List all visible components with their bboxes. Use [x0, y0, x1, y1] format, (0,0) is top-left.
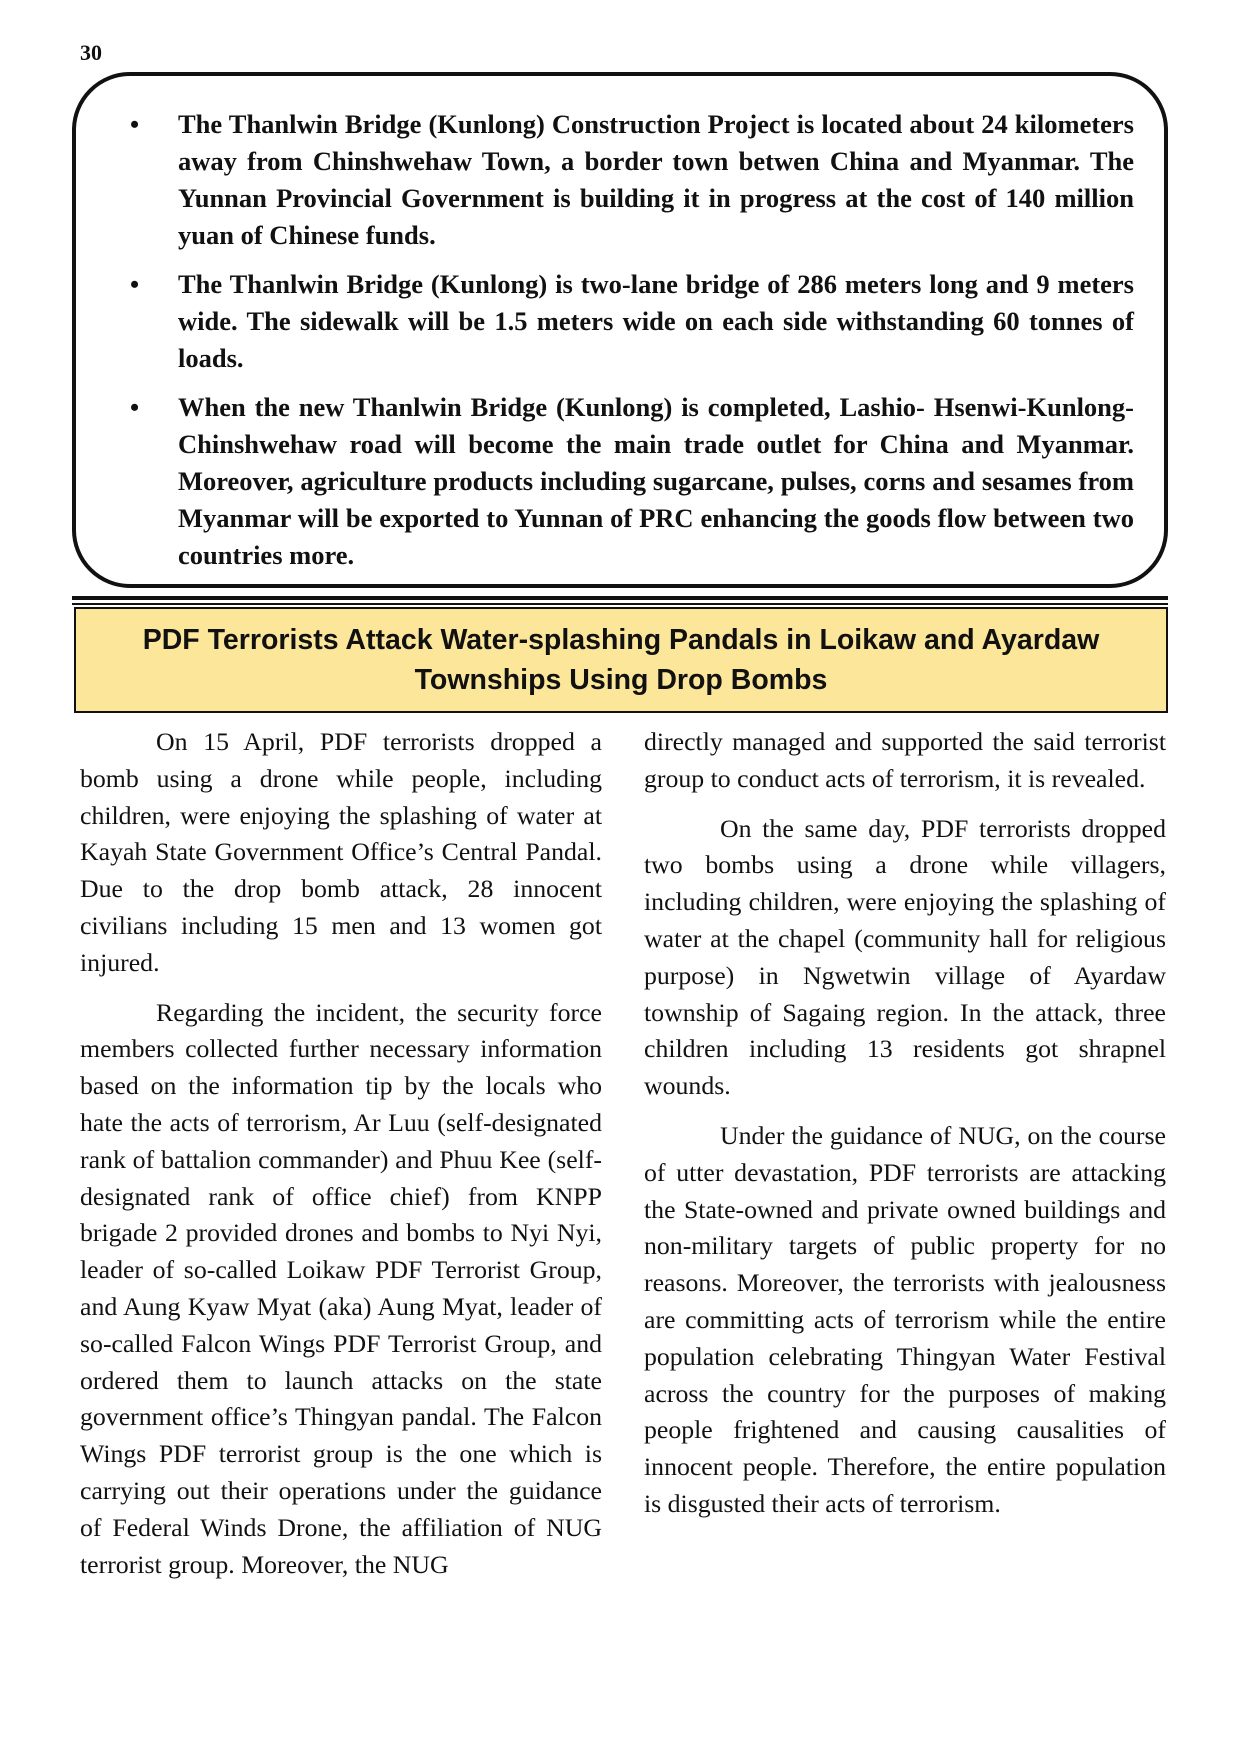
bullet-icon: •	[130, 110, 140, 139]
bullet-icon: •	[130, 393, 140, 422]
article-paragraph: Regarding the incident, the security force members collected further necessary information based on the information tip by the locals who hate the acts of terrorism, Ar Luu (self-designated rank of battalion commander) and Phuu Kee (self-designated rank of office chief) from KNPP brigade 2 provided drones and bombs to Nyi Nyi, leader of so-called Loikaw PDF Terrorist Group, and Aung Kyaw Myat (aka) Aung Myat, leader of so-called Falcon Wings PDF Terrorist Group, and ordered them to launch attacks on the state government office’s Thingyan pandal. The Falcon Wings PDF terrorist group is the one which is carrying out their operations under the guidance of Federal Winds Drone, the affiliation of NUG terrorist group. Moreover, the NUG	[80, 997, 602, 1579]
bullet-icon: •	[130, 270, 140, 299]
article-paragraph-continued: directly managed and supported the said terrorist group to conduct acts of terrorism, it is revealed.	[644, 727, 1166, 793]
bullet-text: The Thanlwin Bridge (Kunlong) is two-lane bridge of 286 meters long and 9 meters wide. The sidewalk will be 1.5 meters wide on each side withstanding 60 tonnes of loads.	[178, 269, 1134, 373]
article-paragraph: Under the guidance of NUG, on the course of utter devastation, PDF terrorists are attacking the State-owned and private owned buildings and non-military targets of public property for no reasons. Moreover, the terrorists with jealousness are committing acts of terrorism while the entire population celebrating Thingyan Water Festival across the country for the purposes of making people frightened and causing causalities of innocent people. Therefore, the entire population is disgusted their acts of terrorism.	[644, 1120, 1166, 1518]
page-number: 30	[80, 40, 102, 65]
article-column-right	[644, 724, 1166, 1536]
article-paragraph: On the same day, PDF terrorists dropped two bombs using a drone while villagers, including children, were enjoying the splashing of water at the chapel (community hall for religious purpose) in Ngwetwin village of Ayardaw township of Sagaing region. In the attack, three children including 13 residents got shrapnel wounds.	[644, 813, 1166, 1101]
article-headline	[143, 620, 1100, 700]
headline-line-1: PDF Terrorists Attack Water-splashing Pandals in Loikaw and Ayardaw	[142, 624, 1100, 656]
bridge-facts-list	[112, 106, 1134, 586]
bullet-text: When the new Thanlwin Bridge (Kunlong) is completed, Lashio- Hsenwi-Kunlong-Chinshwehaw road will become the main trade outlet for China and Myanmar. Moreover, agriculture products including sugarcane, pulses, corns and sesames from Myanmar will be exported to Yunnan of PRC enhancing the goods flow between two countries more.	[178, 392, 1134, 570]
list-item	[112, 266, 1134, 377]
bullet-text: The Thanlwin Bridge (Kunlong) Construction Project is located about 24 kilometers away from Chinshwehaw Town, a border town betwen China and Myanmar. The Yunnan Provincial Government is building it in progress at the cost of 140 million yuan of Chinese funds.	[178, 109, 1134, 250]
section-divider	[72, 596, 1168, 600]
section-divider-thin	[72, 603, 1168, 605]
bridge-info-box	[72, 72, 1168, 588]
article-paragraph: On 15 April, PDF terrorists dropped a bomb using a drone while people, including children, were enjoying the splashing of water at Kayah State Government Office’s Central Pandal. Due to the drop bomb attack, 28 innocent civilians including 15 men and 13 women got injured.	[80, 727, 602, 977]
list-item	[112, 389, 1134, 574]
headline-line-2: Townships Using Drop Bombs	[414, 664, 828, 696]
headline-banner	[74, 607, 1168, 713]
article-column-left	[80, 724, 602, 1596]
list-item	[112, 106, 1134, 254]
